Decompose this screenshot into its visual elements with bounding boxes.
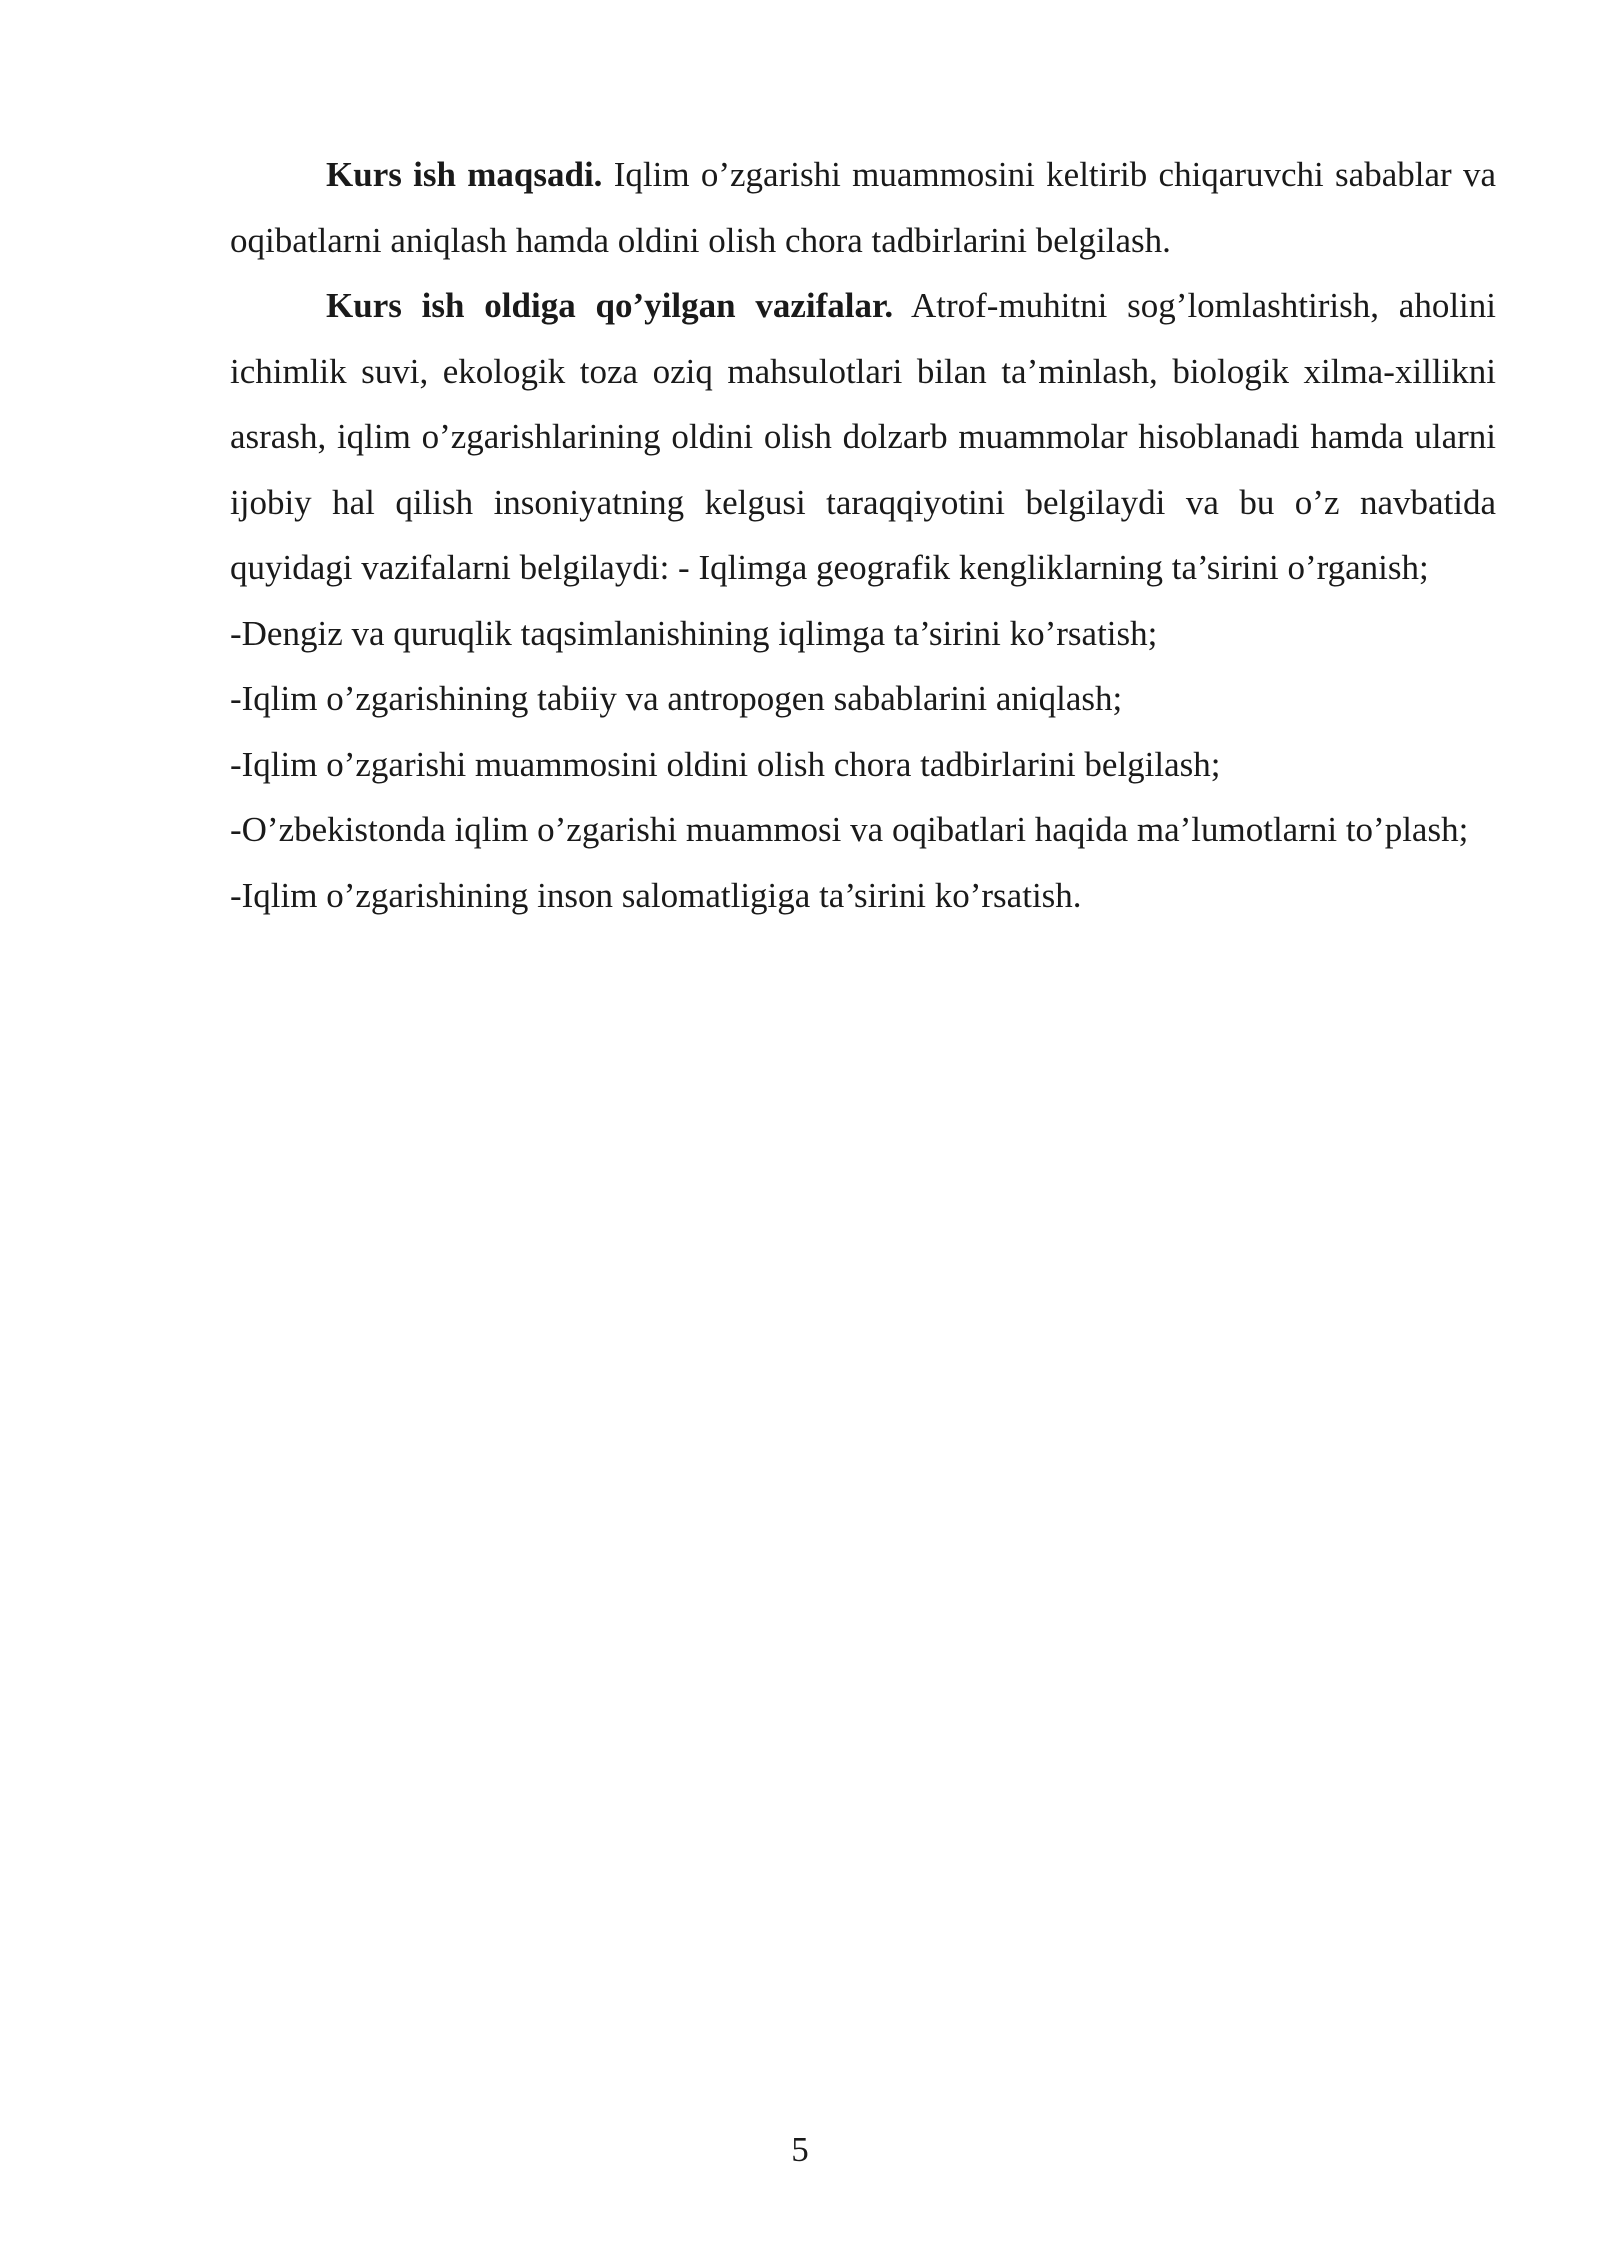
- list-item: -Dengiz va quruqlik taqsimlanishining iqlimga ta’sirini ko’rsatish;: [230, 613, 1158, 653]
- document-body: [230, 142, 1496, 928]
- page-number: 5: [791, 2130, 809, 2169]
- goal-text: Iqlim o’zgarishi muammosini keltirib chiqaruvchi sabablar va oqibatlarni aniqlash hamda oldini olish chora tadbirlarini belgilash.: [230, 155, 1496, 260]
- list-item: -Iqlim o’zgarishining tabiiy va antropogen sabablarini aniqlash;: [230, 679, 1123, 718]
- list-item: -Iqlim o’zgarishining inson salomatligiga ta’sirini ko’rsatish.: [230, 875, 1082, 915]
- list-item: -O’zbekistonda iqlim o’zgarishi muammosi va oqibatlari haqida ma’lumotlarni to’plash;: [230, 810, 1469, 849]
- goal-paragraph: [230, 142, 1496, 273]
- goal-heading: Kurs ish maqsadi.: [326, 155, 603, 194]
- tasks-paragraph: [230, 273, 1496, 601]
- list-item: -Iqlim o’zgarishi muammosini oldini olish chora tadbirlarini belgilash;: [230, 744, 1221, 784]
- tasks-text: Atrof-muhitni sog’lomlashtirish, aholini ichimlik suvi, ekologik toza oziq mahsulotlari bilan ta’minlash, biologik xilma-xillikni asrash, iqlim o’zgarishlarining oldini olish dolzarb muammolar hisoblanadi hamda ularni ijobiy hal qilish insoniyatning kelgusi taraqqiyotini belgilaydi va bu o’z navbatida quyidagi vazifalarni belgilaydi: - Iqlimga geografik kengliklarning ta’sirini o’rganish;: [230, 286, 1496, 587]
- tasks-heading: Kurs ish oldiga qo’yilgan vazifalar.: [326, 286, 894, 325]
